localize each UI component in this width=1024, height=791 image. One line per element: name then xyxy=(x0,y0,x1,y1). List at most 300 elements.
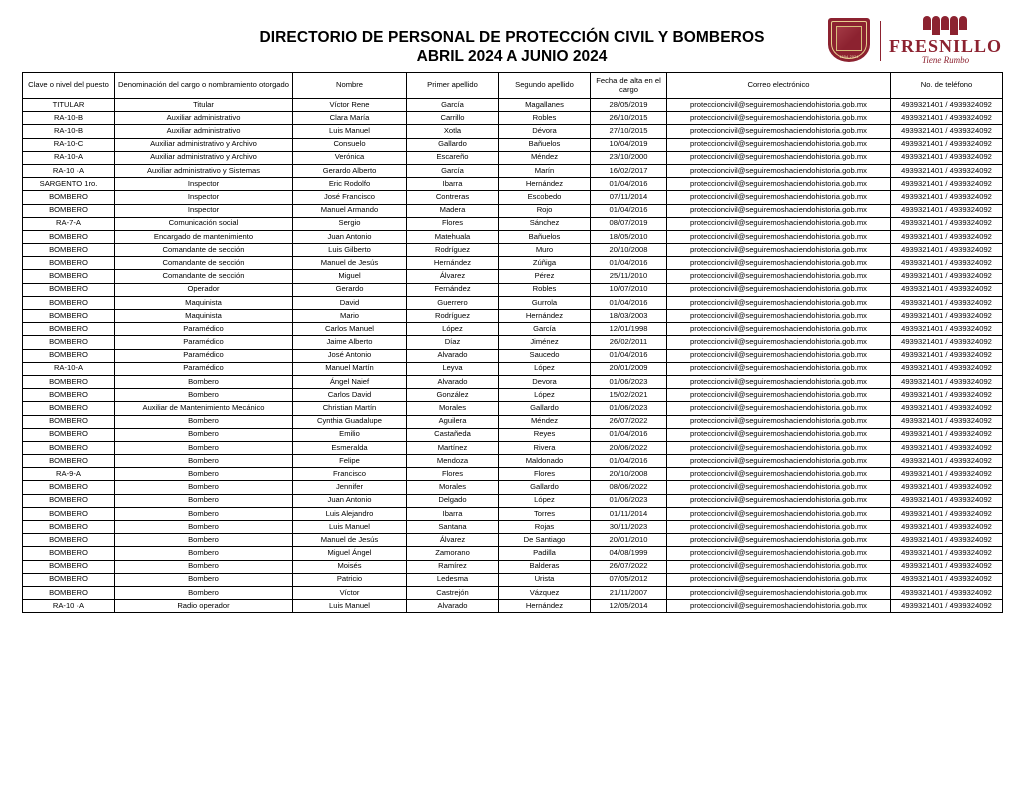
cell-cargo: Titular xyxy=(115,99,293,112)
cell-primer-apellido: Carrillo xyxy=(407,112,499,125)
cell-segundo-apellido: Dévora xyxy=(499,125,591,138)
cell-fecha-alta: 01/04/2016 xyxy=(591,257,667,270)
cell-primer-apellido: Ramírez xyxy=(407,560,499,573)
cell-primer-apellido: Alvarado xyxy=(407,375,499,388)
table-body xyxy=(23,99,1003,613)
cell-correo: proteccioncivil@seguiremoshaciendohistoria.gob.mx xyxy=(667,389,891,402)
cell-segundo-apellido: Reyes xyxy=(499,428,591,441)
table-row xyxy=(23,428,1003,441)
cell-clave: TITULAR xyxy=(23,99,115,112)
cell-primer-apellido: García xyxy=(407,99,499,112)
cell-fecha-alta: 12/05/2014 xyxy=(591,600,667,613)
cell-nombre: Sergio xyxy=(293,217,407,230)
cell-clave: BOMBERO xyxy=(23,547,115,560)
cell-correo: proteccioncivil@seguiremoshaciendohistoria.gob.mx xyxy=(667,507,891,520)
cell-correo: proteccioncivil@seguiremoshaciendohistoria.gob.mx xyxy=(667,178,891,191)
cell-primer-apellido: Delgado xyxy=(407,494,499,507)
cell-segundo-apellido: Padilla xyxy=(499,547,591,560)
table-row xyxy=(23,600,1003,613)
table-row xyxy=(23,112,1003,125)
cell-fecha-alta: 23/10/2000 xyxy=(591,151,667,164)
cell-nombre: Miguel Ángel xyxy=(293,547,407,560)
table-row xyxy=(23,138,1003,151)
cell-clave: BOMBERO xyxy=(23,586,115,599)
cell-segundo-apellido: Magallanes xyxy=(499,99,591,112)
cell-cargo: Bombero xyxy=(115,573,293,586)
cell-telefono: 4939321401 / 4939324092 xyxy=(891,402,1003,415)
cell-nombre: Ángel Naief xyxy=(293,375,407,388)
cell-nombre: Manuel de Jesús xyxy=(293,534,407,547)
cell-correo: proteccioncivil@seguiremoshaciendohistoria.gob.mx xyxy=(667,151,891,164)
cell-primer-apellido: Ibarra xyxy=(407,178,499,191)
cell-cargo: Paramédico xyxy=(115,323,293,336)
cell-primer-apellido: Gallardo xyxy=(407,138,499,151)
aqueduct-icon xyxy=(923,16,967,35)
cell-primer-apellido: Mendoza xyxy=(407,455,499,468)
table-row xyxy=(23,283,1003,296)
cell-correo: proteccioncivil@seguiremoshaciendohistoria.gob.mx xyxy=(667,230,891,243)
cell-segundo-apellido: Bañuelos xyxy=(499,138,591,151)
cell-nombre: Luis Manuel xyxy=(293,521,407,534)
cell-segundo-apellido: Jiménez xyxy=(499,336,591,349)
cell-cargo: Encargado de mantenimiento xyxy=(115,230,293,243)
cell-fecha-alta: 01/06/2023 xyxy=(591,402,667,415)
cell-primer-apellido: Castrejón xyxy=(407,586,499,599)
cell-correo: proteccioncivil@seguiremoshaciendohistoria.gob.mx xyxy=(667,573,891,586)
cell-primer-apellido: Escareño xyxy=(407,151,499,164)
cell-telefono: 4939321401 / 4939324092 xyxy=(891,573,1003,586)
cell-clave: RA-9-A xyxy=(23,468,115,481)
table-row xyxy=(23,468,1003,481)
cell-clave: BOMBERO xyxy=(23,310,115,323)
cell-correo: proteccioncivil@seguiremoshaciendohistoria.gob.mx xyxy=(667,600,891,613)
table-row xyxy=(23,573,1003,586)
cell-nombre: Luis Manuel xyxy=(293,125,407,138)
cell-primer-apellido: Álvarez xyxy=(407,534,499,547)
cell-clave: BOMBERO xyxy=(23,455,115,468)
cell-segundo-apellido: Vázquez xyxy=(499,586,591,599)
cell-cargo: Comandante de sección xyxy=(115,244,293,257)
cell-fecha-alta: 10/04/2019 xyxy=(591,138,667,151)
cell-correo: proteccioncivil@seguiremoshaciendohistoria.gob.mx xyxy=(667,310,891,323)
cell-clave: BOMBERO xyxy=(23,481,115,494)
cell-cargo: Paramédico xyxy=(115,362,293,375)
cell-correo: proteccioncivil@seguiremoshaciendohistoria.gob.mx xyxy=(667,112,891,125)
cell-clave: BOMBERO xyxy=(23,257,115,270)
cell-primer-apellido: Alvarado xyxy=(407,349,499,362)
cell-telefono: 4939321401 / 4939324092 xyxy=(891,428,1003,441)
cell-nombre: Emilio xyxy=(293,428,407,441)
cell-telefono: 4939321401 / 4939324092 xyxy=(891,441,1003,454)
cell-primer-apellido: González xyxy=(407,389,499,402)
cell-segundo-apellido: Hernández xyxy=(499,600,591,613)
cell-nombre: Víctor xyxy=(293,586,407,599)
column-header-primer-apellido: Primer apellido xyxy=(407,73,499,99)
cell-telefono: 4939321401 / 4939324092 xyxy=(891,151,1003,164)
logo-tagline: Tiene Rumbo xyxy=(921,55,970,65)
cell-telefono: 4939321401 / 4939324092 xyxy=(891,349,1003,362)
cell-telefono: 4939321401 / 4939324092 xyxy=(891,534,1003,547)
cell-cargo: Bombero xyxy=(115,547,293,560)
cell-nombre: José Francisco xyxy=(293,191,407,204)
table-row xyxy=(23,204,1003,217)
cell-fecha-alta: 01/04/2016 xyxy=(591,428,667,441)
table-row xyxy=(23,336,1003,349)
cell-cargo: Inspector xyxy=(115,178,293,191)
cell-correo: proteccioncivil@seguiremoshaciendohistoria.gob.mx xyxy=(667,336,891,349)
cell-nombre: Carlos Manuel xyxy=(293,323,407,336)
cell-fecha-alta: 20/10/2008 xyxy=(591,244,667,257)
table-row xyxy=(23,270,1003,283)
cell-cargo: Bombero xyxy=(115,534,293,547)
cell-segundo-apellido: De Santiago xyxy=(499,534,591,547)
table-row xyxy=(23,296,1003,309)
cell-primer-apellido: Aguilera xyxy=(407,415,499,428)
cell-nombre: Gerardo xyxy=(293,283,407,296)
cell-telefono: 4939321401 / 4939324092 xyxy=(891,112,1003,125)
cell-segundo-apellido: García xyxy=(499,323,591,336)
cell-nombre: Gerardo Alberto xyxy=(293,164,407,177)
cell-cargo: Maquinista xyxy=(115,310,293,323)
cell-telefono: 4939321401 / 4939324092 xyxy=(891,481,1003,494)
cell-cargo: Inspector xyxy=(115,204,293,217)
cell-cargo: Auxiliar de Mantenimiento Mecánico xyxy=(115,402,293,415)
cell-telefono: 4939321401 / 4939324092 xyxy=(891,362,1003,375)
cell-nombre: Jaime Alberto xyxy=(293,336,407,349)
cell-telefono: 4939321401 / 4939324092 xyxy=(891,323,1003,336)
cell-nombre: Esmeralda xyxy=(293,441,407,454)
cell-fecha-alta: 20/06/2022 xyxy=(591,441,667,454)
cell-primer-apellido: Fernández xyxy=(407,283,499,296)
cell-fecha-alta: 16/02/2017 xyxy=(591,164,667,177)
cell-correo: proteccioncivil@seguiremoshaciendohistoria.gob.mx xyxy=(667,560,891,573)
cell-correo: proteccioncivil@seguiremoshaciendohistoria.gob.mx xyxy=(667,375,891,388)
column-header-nombre: Nombre xyxy=(293,73,407,99)
cell-cargo: Maquinista xyxy=(115,296,293,309)
cell-telefono: 4939321401 / 4939324092 xyxy=(891,586,1003,599)
cell-cargo: Auxiliar administrativo y Archivo xyxy=(115,151,293,164)
cell-correo: proteccioncivil@seguiremoshaciendohistoria.gob.mx xyxy=(667,455,891,468)
cell-cargo: Comunicación social xyxy=(115,217,293,230)
cell-fecha-alta: 01/04/2016 xyxy=(591,178,667,191)
cell-correo: proteccioncivil@seguiremoshaciendohistoria.gob.mx xyxy=(667,362,891,375)
cell-cargo: Bombero xyxy=(115,441,293,454)
cell-nombre: José Antonio xyxy=(293,349,407,362)
title-line-2: ABRIL 2024 A JUNIO 2024 xyxy=(416,48,608,65)
cell-cargo: Bombero xyxy=(115,375,293,388)
cell-telefono: 4939321401 / 4939324092 xyxy=(891,270,1003,283)
logo-group xyxy=(828,16,1002,65)
cell-cargo: Auxiliar administrativo xyxy=(115,125,293,138)
cell-segundo-apellido: Hernández xyxy=(499,310,591,323)
cell-fecha-alta: 01/06/2023 xyxy=(591,494,667,507)
cell-segundo-apellido: Rojo xyxy=(499,204,591,217)
cell-clave: BOMBERO xyxy=(23,402,115,415)
cell-segundo-apellido: Pérez xyxy=(499,270,591,283)
cell-nombre: Luis Manuel xyxy=(293,600,407,613)
cell-cargo: Bombero xyxy=(115,586,293,599)
cell-segundo-apellido: López xyxy=(499,494,591,507)
cell-clave: BOMBERO xyxy=(23,244,115,257)
table-row xyxy=(23,151,1003,164)
cell-fecha-alta: 01/11/2014 xyxy=(591,507,667,520)
cell-nombre: Víctor Rene xyxy=(293,99,407,112)
table-row xyxy=(23,586,1003,599)
table-row xyxy=(23,244,1003,257)
table-row xyxy=(23,521,1003,534)
cell-cargo: Comandante de sección xyxy=(115,270,293,283)
cell-cargo: Auxiliar administrativo y Sistemas xyxy=(115,164,293,177)
cell-segundo-apellido: Marín xyxy=(499,164,591,177)
cell-nombre: Luis Gilberto xyxy=(293,244,407,257)
cell-fecha-alta: 18/05/2010 xyxy=(591,230,667,243)
cell-cargo: Operador xyxy=(115,283,293,296)
cell-correo: proteccioncivil@seguiremoshaciendohistoria.gob.mx xyxy=(667,323,891,336)
cell-segundo-apellido: Muro xyxy=(499,244,591,257)
cell-correo: proteccioncivil@seguiremoshaciendohistoria.gob.mx xyxy=(667,547,891,560)
cell-cargo: Bombero xyxy=(115,415,293,428)
cell-telefono: 4939321401 / 4939324092 xyxy=(891,375,1003,388)
cell-fecha-alta: 20/01/2009 xyxy=(591,362,667,375)
cell-fecha-alta: 20/10/2008 xyxy=(591,468,667,481)
cell-fecha-alta: 01/04/2016 xyxy=(591,455,667,468)
cell-telefono: 4939321401 / 4939324092 xyxy=(891,257,1003,270)
table-row xyxy=(23,560,1003,573)
cell-fecha-alta: 26/07/2022 xyxy=(591,560,667,573)
cell-correo: proteccioncivil@seguiremoshaciendohistoria.gob.mx xyxy=(667,257,891,270)
cell-telefono: 4939321401 / 4939324092 xyxy=(891,164,1003,177)
cell-nombre: Carlos David xyxy=(293,389,407,402)
cell-telefono: 4939321401 / 4939324092 xyxy=(891,191,1003,204)
cell-telefono: 4939321401 / 4939324092 xyxy=(891,230,1003,243)
cell-clave: BOMBERO xyxy=(23,521,115,534)
directory-table-container xyxy=(0,72,1024,613)
cell-fecha-alta: 01/04/2016 xyxy=(591,296,667,309)
cell-clave: BOMBERO xyxy=(23,191,115,204)
cell-cargo: Bombero xyxy=(115,507,293,520)
cell-segundo-apellido: Flores xyxy=(499,468,591,481)
cell-segundo-apellido: Robles xyxy=(499,283,591,296)
cell-correo: proteccioncivil@seguiremoshaciendohistoria.gob.mx xyxy=(667,586,891,599)
cell-cargo: Bombero xyxy=(115,455,293,468)
cell-segundo-apellido: Saucedo xyxy=(499,349,591,362)
column-header-fecha-alta: Fecha de alta en el cargo xyxy=(591,73,667,99)
cell-correo: proteccioncivil@seguiremoshaciendohistoria.gob.mx xyxy=(667,349,891,362)
cell-primer-apellido: Madera xyxy=(407,204,499,217)
cell-cargo: Paramédico xyxy=(115,336,293,349)
cell-cargo: Bombero xyxy=(115,468,293,481)
cell-clave: BOMBERO xyxy=(23,534,115,547)
cell-telefono: 4939321401 / 4939324092 xyxy=(891,99,1003,112)
cell-fecha-alta: 07/05/2012 xyxy=(591,573,667,586)
cell-primer-apellido: Martínez xyxy=(407,441,499,454)
cell-primer-apellido: Flores xyxy=(407,217,499,230)
cell-clave: RA-10-B xyxy=(23,112,115,125)
table-row xyxy=(23,310,1003,323)
cell-primer-apellido: Zamorano xyxy=(407,547,499,560)
cell-telefono: 4939321401 / 4939324092 xyxy=(891,336,1003,349)
cell-clave: BOMBERO xyxy=(23,494,115,507)
cell-segundo-apellido: Rivera xyxy=(499,441,591,454)
cell-cargo: Radio operador xyxy=(115,600,293,613)
cell-primer-apellido: Ledesma xyxy=(407,573,499,586)
cell-clave: RA-10 ·A xyxy=(23,600,115,613)
cell-fecha-alta: 07/11/2014 xyxy=(591,191,667,204)
cell-fecha-alta: 26/10/2015 xyxy=(591,112,667,125)
cell-clave: BOMBERO xyxy=(23,283,115,296)
cell-segundo-apellido: Escobedo xyxy=(499,191,591,204)
cell-fecha-alta: 15/02/2021 xyxy=(591,389,667,402)
cell-cargo: Auxiliar administrativo xyxy=(115,112,293,125)
cell-nombre: Consuelo xyxy=(293,138,407,151)
cell-nombre: Manuel Martín xyxy=(293,362,407,375)
cell-correo: proteccioncivil@seguiremoshaciendohistoria.gob.mx xyxy=(667,441,891,454)
cell-clave: BOMBERO xyxy=(23,349,115,362)
logo-divider xyxy=(880,21,881,61)
cell-nombre: Christian Martín xyxy=(293,402,407,415)
cell-telefono: 4939321401 / 4939324092 xyxy=(891,389,1003,402)
cell-fecha-alta: 28/05/2019 xyxy=(591,99,667,112)
cell-clave: BOMBERO xyxy=(23,441,115,454)
cell-clave: RA-10-A xyxy=(23,362,115,375)
cell-correo: proteccioncivil@seguiremoshaciendohistoria.gob.mx xyxy=(667,138,891,151)
cell-telefono: 4939321401 / 4939324092 xyxy=(891,600,1003,613)
table-row xyxy=(23,217,1003,230)
cell-nombre: Verónica xyxy=(293,151,407,164)
cell-primer-apellido: García xyxy=(407,164,499,177)
column-header-cargo: Denominación del cargo o nombramiento otorgado xyxy=(115,73,293,99)
cell-telefono: 4939321401 / 4939324092 xyxy=(891,217,1003,230)
cell-clave: BOMBERO xyxy=(23,560,115,573)
cell-fecha-alta: 01/06/2023 xyxy=(591,375,667,388)
cell-segundo-apellido: Urista xyxy=(499,573,591,586)
cell-clave: BOMBERO xyxy=(23,336,115,349)
cell-clave: BOMBERO xyxy=(23,204,115,217)
table-row xyxy=(23,455,1003,468)
cell-primer-apellido: Xotla xyxy=(407,125,499,138)
table-row xyxy=(23,547,1003,560)
cell-telefono: 4939321401 / 4939324092 xyxy=(891,204,1003,217)
table-row xyxy=(23,230,1003,243)
cell-cargo: Bombero xyxy=(115,521,293,534)
fresnillo-logo xyxy=(889,16,1002,65)
directory-table xyxy=(22,72,1003,613)
title-line-1: DIRECTORIO DE PERSONAL DE PROTECCIÓN CIVIL Y BOMBEROS xyxy=(259,29,765,46)
cell-correo: proteccioncivil@seguiremoshaciendohistoria.gob.mx xyxy=(667,494,891,507)
cell-segundo-apellido: López xyxy=(499,362,591,375)
cell-fecha-alta: 01/04/2016 xyxy=(591,349,667,362)
cell-correo: proteccioncivil@seguiremoshaciendohistoria.gob.mx xyxy=(667,244,891,257)
cell-primer-apellido: Ibarra xyxy=(407,507,499,520)
table-row xyxy=(23,349,1003,362)
cell-telefono: 4939321401 / 4939324092 xyxy=(891,178,1003,191)
cell-fecha-alta: 08/07/2019 xyxy=(591,217,667,230)
table-row xyxy=(23,362,1003,375)
cell-nombre: Manuel Armando xyxy=(293,204,407,217)
cell-correo: proteccioncivil@seguiremoshaciendohistoria.gob.mx xyxy=(667,191,891,204)
table-row xyxy=(23,257,1003,270)
cell-telefono: 4939321401 / 4939324092 xyxy=(891,468,1003,481)
cell-correo: proteccioncivil@seguiremoshaciendohistoria.gob.mx xyxy=(667,270,891,283)
document-header xyxy=(0,0,1024,72)
cell-clave: BOMBERO xyxy=(23,415,115,428)
cell-segundo-apellido: Méndez xyxy=(499,151,591,164)
cell-primer-apellido: Leyva xyxy=(407,362,499,375)
crest-label: 1554-2024 xyxy=(839,54,859,59)
cell-correo: proteccioncivil@seguiremoshaciendohistoria.gob.mx xyxy=(667,164,891,177)
table-row xyxy=(23,191,1003,204)
cell-segundo-apellido: Robles xyxy=(499,112,591,125)
cell-segundo-apellido: Gallardo xyxy=(499,402,591,415)
cell-fecha-alta: 08/06/2022 xyxy=(591,481,667,494)
cell-cargo: Bombero xyxy=(115,494,293,507)
cell-nombre: Moisés xyxy=(293,560,407,573)
cell-clave: SARGENTO 1ro. xyxy=(23,178,115,191)
cell-cargo: Comandante de sección xyxy=(115,257,293,270)
cell-nombre: David xyxy=(293,296,407,309)
cell-primer-apellido: Guerrero xyxy=(407,296,499,309)
cell-correo: proteccioncivil@seguiremoshaciendohistoria.gob.mx xyxy=(667,204,891,217)
cell-fecha-alta: 30/11/2023 xyxy=(591,521,667,534)
cell-primer-apellido: Morales xyxy=(407,402,499,415)
cell-telefono: 4939321401 / 4939324092 xyxy=(891,296,1003,309)
cell-telefono: 4939321401 / 4939324092 xyxy=(891,125,1003,138)
cell-segundo-apellido: Rojas xyxy=(499,521,591,534)
cell-fecha-alta: 10/07/2010 xyxy=(591,283,667,296)
cell-correo: proteccioncivil@seguiremoshaciendohistoria.gob.mx xyxy=(667,534,891,547)
cell-nombre: Miguel xyxy=(293,270,407,283)
cell-fecha-alta: 26/02/2011 xyxy=(591,336,667,349)
cell-correo: proteccioncivil@seguiremoshaciendohistoria.gob.mx xyxy=(667,481,891,494)
logo-name: FRESNILLO xyxy=(888,36,1002,56)
cell-primer-apellido: Hernández xyxy=(407,257,499,270)
cell-fecha-alta: 04/08/1999 xyxy=(591,547,667,560)
cell-telefono: 4939321401 / 4939324092 xyxy=(891,494,1003,507)
cell-segundo-apellido: Zúñiga xyxy=(499,257,591,270)
cell-telefono: 4939321401 / 4939324092 xyxy=(891,455,1003,468)
cell-nombre: Juan Antonio xyxy=(293,494,407,507)
cell-primer-apellido: Morales xyxy=(407,481,499,494)
cell-correo: proteccioncivil@seguiremoshaciendohistoria.gob.mx xyxy=(667,428,891,441)
table-row xyxy=(23,389,1003,402)
cell-telefono: 4939321401 / 4939324092 xyxy=(891,283,1003,296)
cell-primer-apellido: Alvarado xyxy=(407,600,499,613)
cell-segundo-apellido: Gurrola xyxy=(499,296,591,309)
table-row xyxy=(23,99,1003,112)
cell-segundo-apellido: López xyxy=(499,389,591,402)
cell-correo: proteccioncivil@seguiremoshaciendohistoria.gob.mx xyxy=(667,217,891,230)
table-header-row xyxy=(23,73,1003,99)
cell-primer-apellido: Álvarez xyxy=(407,270,499,283)
municipal-crest-icon xyxy=(828,18,872,64)
cell-nombre: Felipe xyxy=(293,455,407,468)
cell-segundo-apellido: Maldonado xyxy=(499,455,591,468)
table-row xyxy=(23,534,1003,547)
cell-telefono: 4939321401 / 4939324092 xyxy=(891,507,1003,520)
cell-correo: proteccioncivil@seguiremoshaciendohistoria.gob.mx xyxy=(667,99,891,112)
cell-clave: BOMBERO xyxy=(23,389,115,402)
cell-segundo-apellido: Bañuelos xyxy=(499,230,591,243)
table-row xyxy=(23,415,1003,428)
cell-telefono: 4939321401 / 4939324092 xyxy=(891,547,1003,560)
cell-clave: BOMBERO xyxy=(23,573,115,586)
cell-fecha-alta: 25/11/2010 xyxy=(591,270,667,283)
cell-fecha-alta: 20/01/2010 xyxy=(591,534,667,547)
cell-correo: proteccioncivil@seguiremoshaciendohistoria.gob.mx xyxy=(667,402,891,415)
table-row xyxy=(23,441,1003,454)
cell-clave: BOMBERO xyxy=(23,375,115,388)
cell-correo: proteccioncivil@seguiremoshaciendohistoria.gob.mx xyxy=(667,296,891,309)
